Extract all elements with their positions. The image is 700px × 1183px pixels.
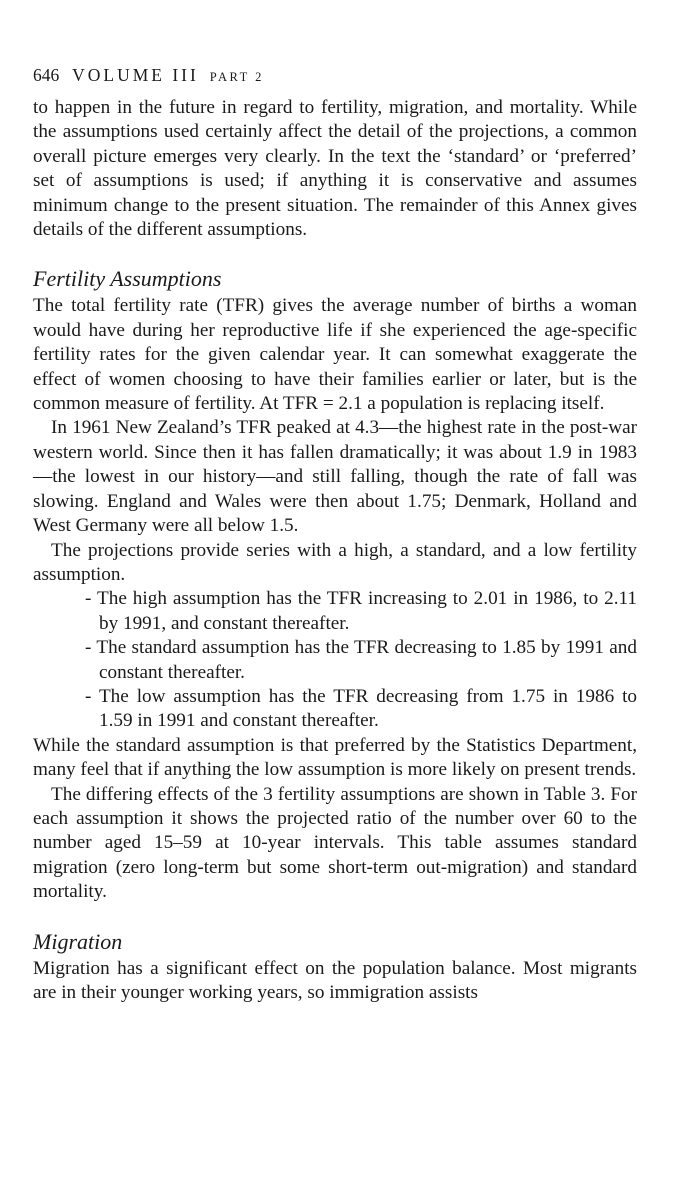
assumption-item-standard: - The standard assumption has the TFR decreasing to 1.85 by 1991 and constant thereafter.: [85, 637, 637, 683]
migration-heading: Migration: [33, 928, 123, 954]
page-number: 646: [33, 65, 60, 85]
assumption-item-high: - The high assumption has the TFR increasing to 2.01 in 1986, to 2.11 by 1991, and constant thereafter.: [85, 588, 637, 634]
volume-label: VOLUME III: [72, 65, 199, 85]
fertility-paragraph-table-3: The differing effects of the 3 fertility assumptions are shown in Table 3. For each assumption it shows the projected ratio of the number over 60 to the number aged 15–59 at 10-year intervals. This table assumes standard migration (zero long-term but some short-term out-migration) and standard mortality.: [33, 783, 637, 903]
part-label: PART 2: [209, 70, 264, 84]
fertility-paragraph-tfr-definition: The total fertility rate (TFR) gives the average number of births a woman would have during her reproductive life if she experienced the age-specific fertility rates for the given calendar year. It can somewhat exaggerate the effect of women choosing to have their families earlier or later, but is the common measure of fertility. At TFR = 2.1 a population is replacing itself.: [33, 295, 637, 415]
assumption-item-low: - The low assumption has the TFR decreasing from 1.75 in 1986 to 1.59 in 1991 and constant thereafter.: [85, 685, 637, 732]
assumption-list: [33, 587, 637, 733]
running-head: [33, 58, 637, 96]
intro-paragraph: to happen in the future in regard to fertility, migration, and mortality. While the assumptions used certainly affect the detail of the projections, a common overall picture emerges very clearly. In the text the ‘standard’ or ‘preferred’ set of assumptions is used; if anything it is conservative and assumes minimum change to the present situation. The remainder of this Annex gives details of the different assumptions.: [33, 97, 637, 241]
fertility-paragraph-preference: While the standard assumption is that preferred by the Statistics Department, many feel that if anything the low assumption is more likely on present trends.: [33, 734, 637, 781]
fertility-paragraph-series: The projections provide series with a high, a standard, and a low fertility assumption.: [33, 539, 637, 585]
page: [33, 58, 637, 1005]
fertility-paragraph-history: In 1961 New Zealand’s TFR peaked at 4.3—the highest rate in the post-war western world. Since then it has fallen dramatically; it was about 1.9 in 1983—the lowest in our history—and still falling, though the rate of fall was slowing. England and Wales were then about 1.75; Denmark, Holland and West Germany were all below 1.5.: [33, 417, 637, 537]
migration-paragraph: Migration has a significant effect on the population balance. Most migrants are in their younger working years, so immigration assists: [33, 957, 637, 1003]
fertility-heading: Fertility Assumptions: [33, 266, 222, 292]
